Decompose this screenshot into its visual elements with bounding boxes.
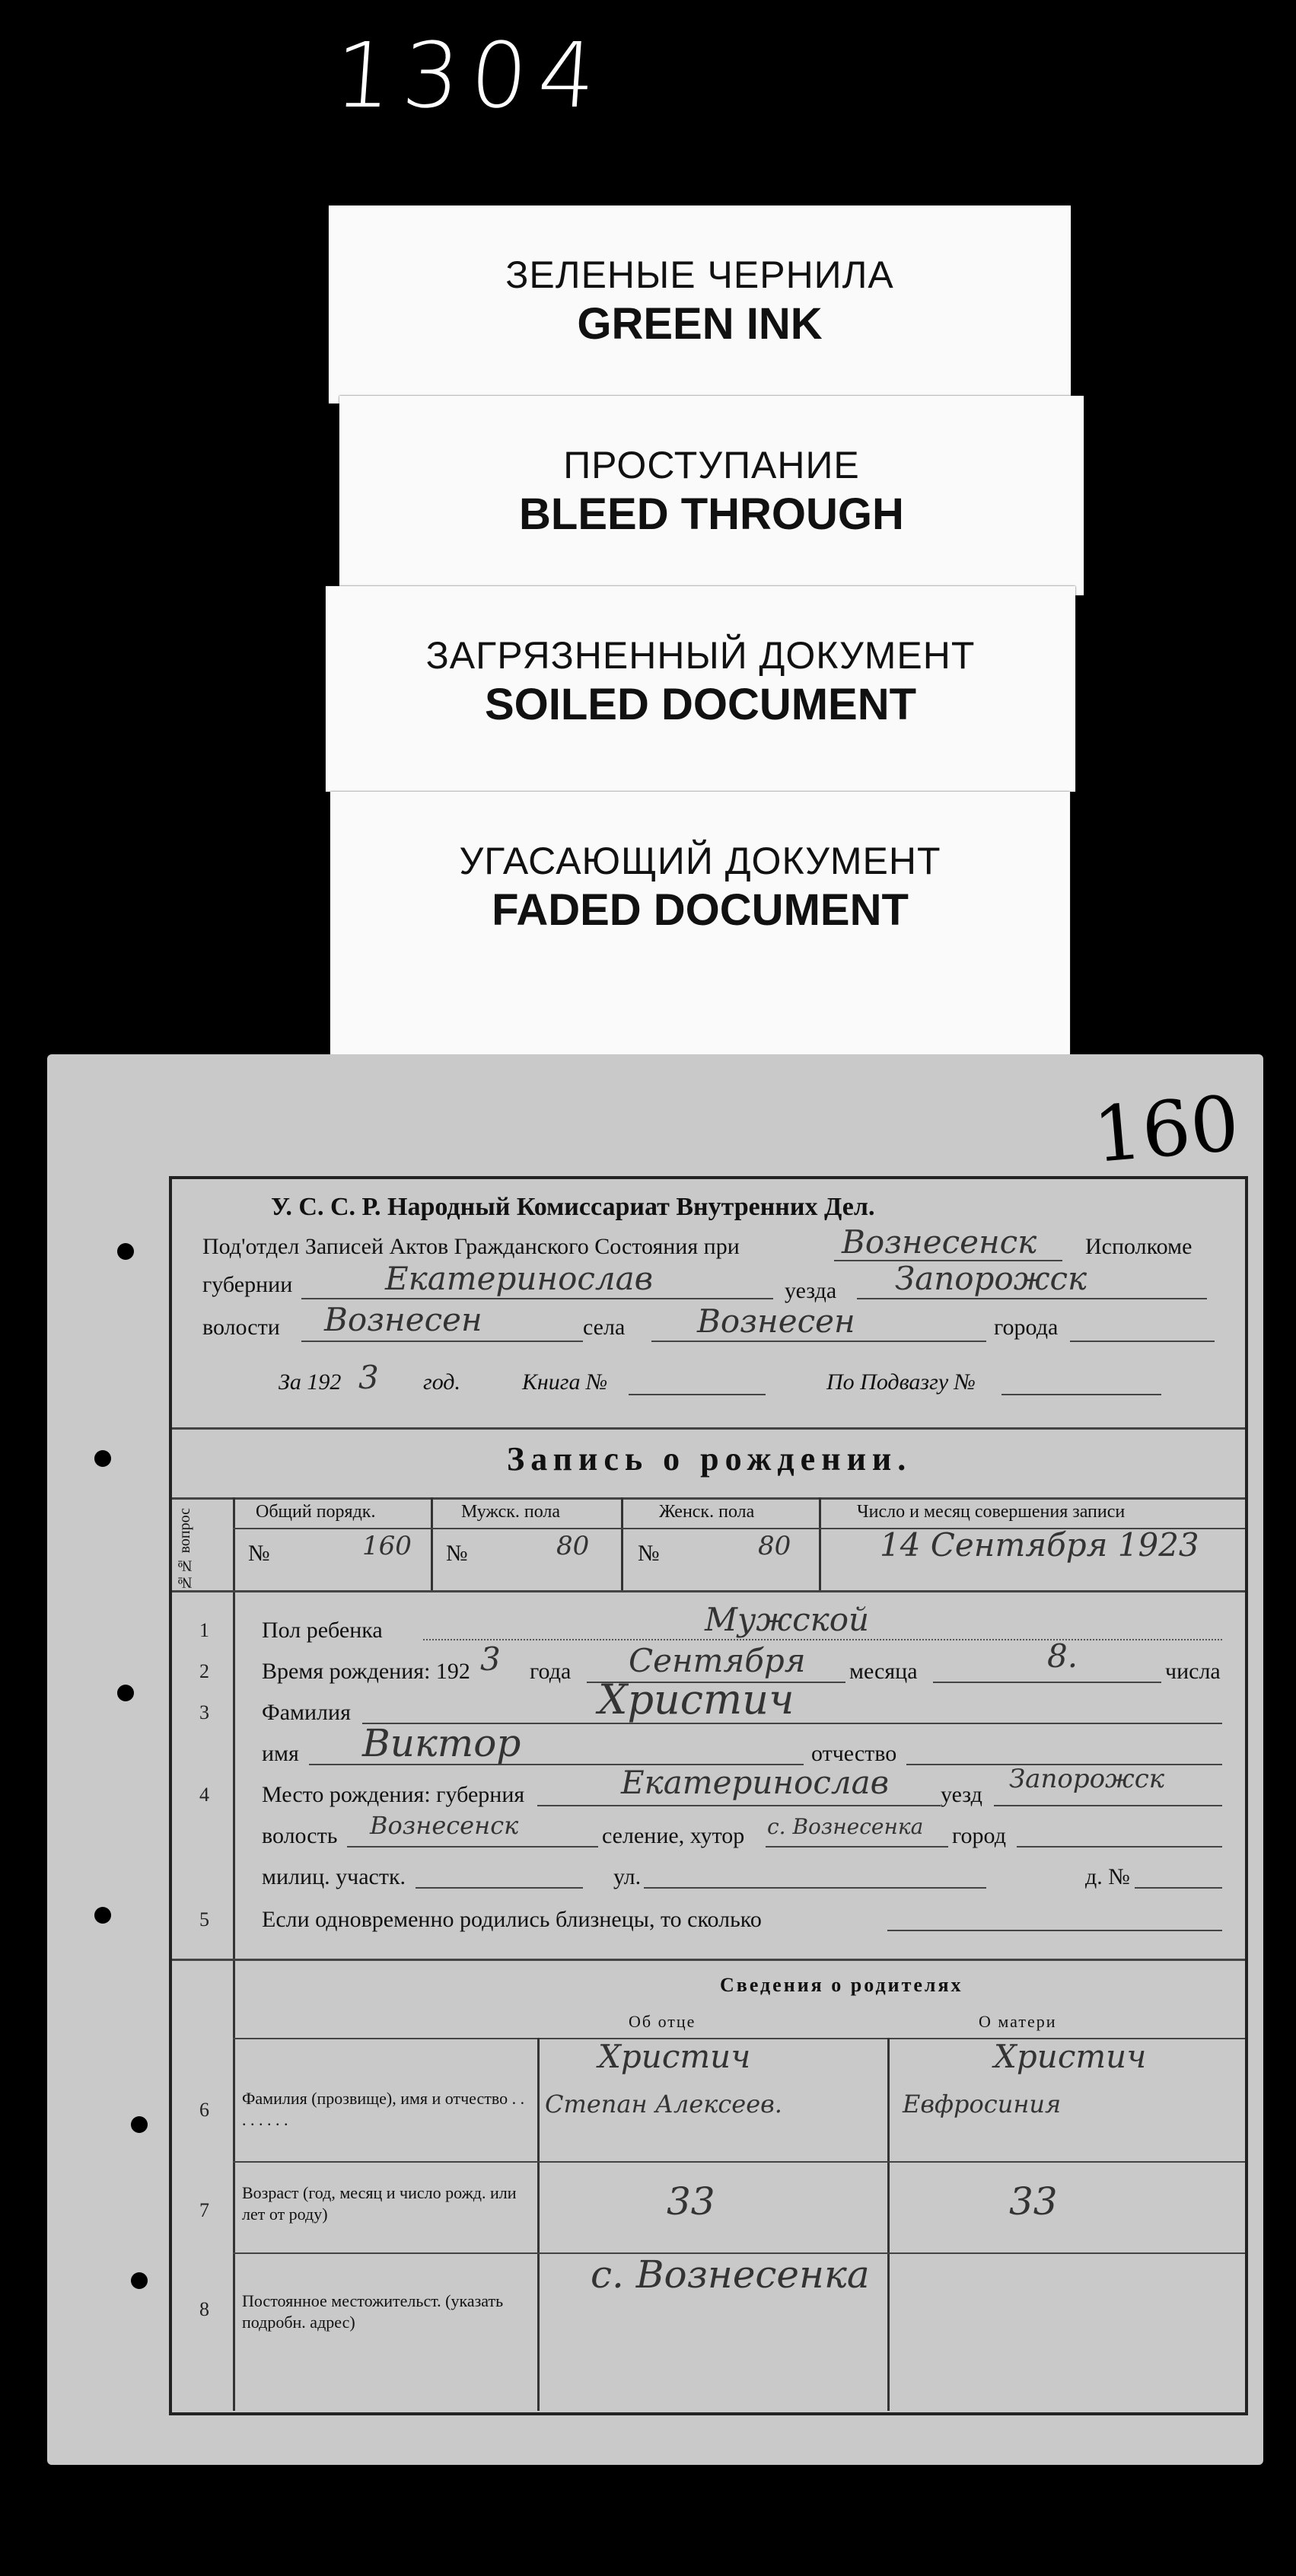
q4-volost-handwriting: Вознесенск <box>370 1811 519 1840</box>
q4-uezd-handwriting: Запорожск <box>1009 1764 1165 1794</box>
subdept-end: Исполкоме <box>1085 1234 1193 1259</box>
o-materi-label: О матери <box>979 2012 1057 2031</box>
row-number: 2 <box>199 1660 209 1682</box>
gorod-label: города <box>994 1315 1059 1340</box>
green-ink-card <box>329 206 1071 403</box>
q2-goda: года <box>530 1659 572 1684</box>
soiled-document-card <box>326 586 1075 792</box>
card-label-en: SOILED DOCUMENT <box>484 680 917 729</box>
subdept-label: Под'отдел Записей Актов Гражданского Состояния при <box>202 1234 740 1259</box>
card-label-en: BLEED THROUGH <box>519 489 904 539</box>
zhensk-value: 80 <box>758 1531 791 1561</box>
muzh-value: 80 <box>556 1531 590 1561</box>
q4-gub-handwriting: Екатеринослав <box>621 1764 890 1801</box>
row-number: 3 <box>199 1701 209 1723</box>
subdept-handwriting: Вознесенск <box>842 1223 1037 1261</box>
punch-hole <box>131 2116 148 2133</box>
q8-handwriting: с. Вознесенка <box>591 2252 870 2297</box>
q4-selenie: селение, хутор <box>602 1823 745 1848</box>
no-sign: № <box>446 1541 468 1566</box>
q4-selenie-handwriting: с. Вознесенка <box>767 1814 924 1839</box>
q4-volost: волость <box>262 1823 338 1848</box>
uezd-handwriting: Запорожск <box>895 1260 1087 1297</box>
q2-mesyats: месяца <box>849 1659 918 1684</box>
year-end: год. <box>423 1369 460 1395</box>
volost-handwriting: Вознесен <box>324 1301 482 1338</box>
no-sign: № <box>248 1541 270 1566</box>
q4-milits: милиц. участк. <box>262 1864 406 1889</box>
q4-d: д. № <box>1085 1864 1130 1889</box>
card-label-en: GREEN INK <box>577 299 823 349</box>
q6-mother-surname: Христич <box>994 2038 1147 2075</box>
q6-father-surname: Христич <box>598 2038 751 2075</box>
q3-imya: имя <box>262 1741 299 1766</box>
record-title: Запись о рождении. <box>507 1440 912 1478</box>
card-label-ru: УГАСАЮЩИЙ ДОКУМЕНТ <box>459 840 941 882</box>
col-muzh: Мужск. пола <box>461 1502 561 1522</box>
frame-number: 1304 <box>331 23 610 128</box>
q7-father-age: 33 <box>667 2179 715 2224</box>
q7-mother-age: 33 <box>1009 2179 1058 2224</box>
q4-uezd: уезд <box>941 1782 982 1807</box>
row-number: 8 <box>199 2298 209 2320</box>
q4-label: Место рождения: губерния <box>262 1782 525 1807</box>
col-obshchiy: Общий порядк. <box>256 1502 376 1522</box>
record-date: 14 Сентября 1923 <box>880 1526 1199 1564</box>
card-label-ru: ЗЕЛЕНЫЕ ЧЕРНИЛА <box>505 253 894 296</box>
col-chislo: Число и месяц совершения записи <box>857 1502 1126 1522</box>
uezd-label: уезда <box>785 1278 837 1303</box>
selo-handwriting: Вознесен <box>697 1302 855 1340</box>
q2-label: Время рождения: 192 <box>262 1659 470 1684</box>
birth-record-document <box>47 1054 1263 2465</box>
record-form <box>169 1176 1248 2415</box>
faded-document-card <box>330 792 1070 1054</box>
punch-hole <box>117 1243 134 1260</box>
q4-ul: ул. <box>613 1864 642 1889</box>
q8-label: Постоянное местожительст. (указать подробн. адрес) <box>242 2291 504 2332</box>
row-number: 6 <box>199 2099 209 2121</box>
punch-hole <box>94 1907 111 1924</box>
row-number: 4 <box>199 1784 209 1806</box>
kniga-label: Книга № <box>522 1369 608 1395</box>
row-number: 1 <box>199 1619 209 1641</box>
q5-label: Если одновременно родились близнецы, то сколько <box>262 1907 762 1932</box>
punch-hole <box>131 2272 148 2289</box>
q4-gorod: город <box>952 1823 1006 1848</box>
bleed-through-card <box>339 396 1084 595</box>
q3-imya-handwriting: Виктор <box>362 1721 521 1765</box>
card-label-en: FADED DOCUMENT <box>492 885 909 935</box>
punch-hole <box>117 1685 134 1701</box>
row-number: 7 <box>199 2199 209 2221</box>
q7-label: Возраст (год, месяц и число рожд. или лет от роду) <box>242 2183 517 2224</box>
card-label-ru: ПРОСТУПАНИЕ <box>563 444 860 486</box>
obshchiy-value: 160 <box>362 1531 412 1561</box>
gubernia-handwriting: Екатеринослав <box>385 1260 654 1297</box>
row-number: 5 <box>199 1908 209 1930</box>
q2-day-handwriting: 8. <box>1047 1637 1078 1675</box>
q3-handwriting: Христич <box>598 1675 794 1723</box>
punch-hole <box>94 1450 111 1467</box>
q2-chisla: числа <box>1165 1659 1221 1684</box>
no-sign: № <box>638 1541 660 1566</box>
q6-father-name: Степан Алексеев. <box>545 2090 782 2119</box>
col-zhensk: Женск. пола <box>659 1502 755 1522</box>
q2-year-handwriting: 3 <box>480 1640 501 1678</box>
header-title: У. С. С. Р. Народный Комиссариат Внутренних Дел. <box>271 1193 875 1221</box>
card-label-ru: ЗАГРЯЗНЕННЫЙ ДОКУМЕНТ <box>425 634 976 677</box>
q6-label: Фамилия (прозвище), имя и отчество . . . . . . . . <box>242 2089 525 2129</box>
q2-month-handwriting: Сентября <box>629 1642 806 1679</box>
gubernia-label: губернии <box>202 1272 293 1297</box>
q1-handwriting: Мужской <box>705 1601 870 1638</box>
year-handwriting: 3 <box>358 1359 379 1396</box>
ob-otce-label: Об отце <box>629 2012 696 2031</box>
q3-label: Фамилия <box>262 1700 351 1725</box>
podvazhu-label: По Подвазгу № <box>826 1369 976 1395</box>
q3-otchestvo: отчество <box>811 1741 897 1766</box>
page-number: 160 <box>1090 1078 1243 1181</box>
col-vopros: №№ вопрос <box>177 1508 193 1591</box>
q6-mother-name: Евфросиния <box>903 2090 1062 2119</box>
selo-label: села <box>583 1315 626 1340</box>
year-label: За 192 <box>279 1369 342 1395</box>
parents-title: Сведения о родителях <box>720 1974 963 1996</box>
volost-label: волости <box>202 1315 280 1340</box>
q1-label: Пол ребенка <box>262 1618 383 1643</box>
